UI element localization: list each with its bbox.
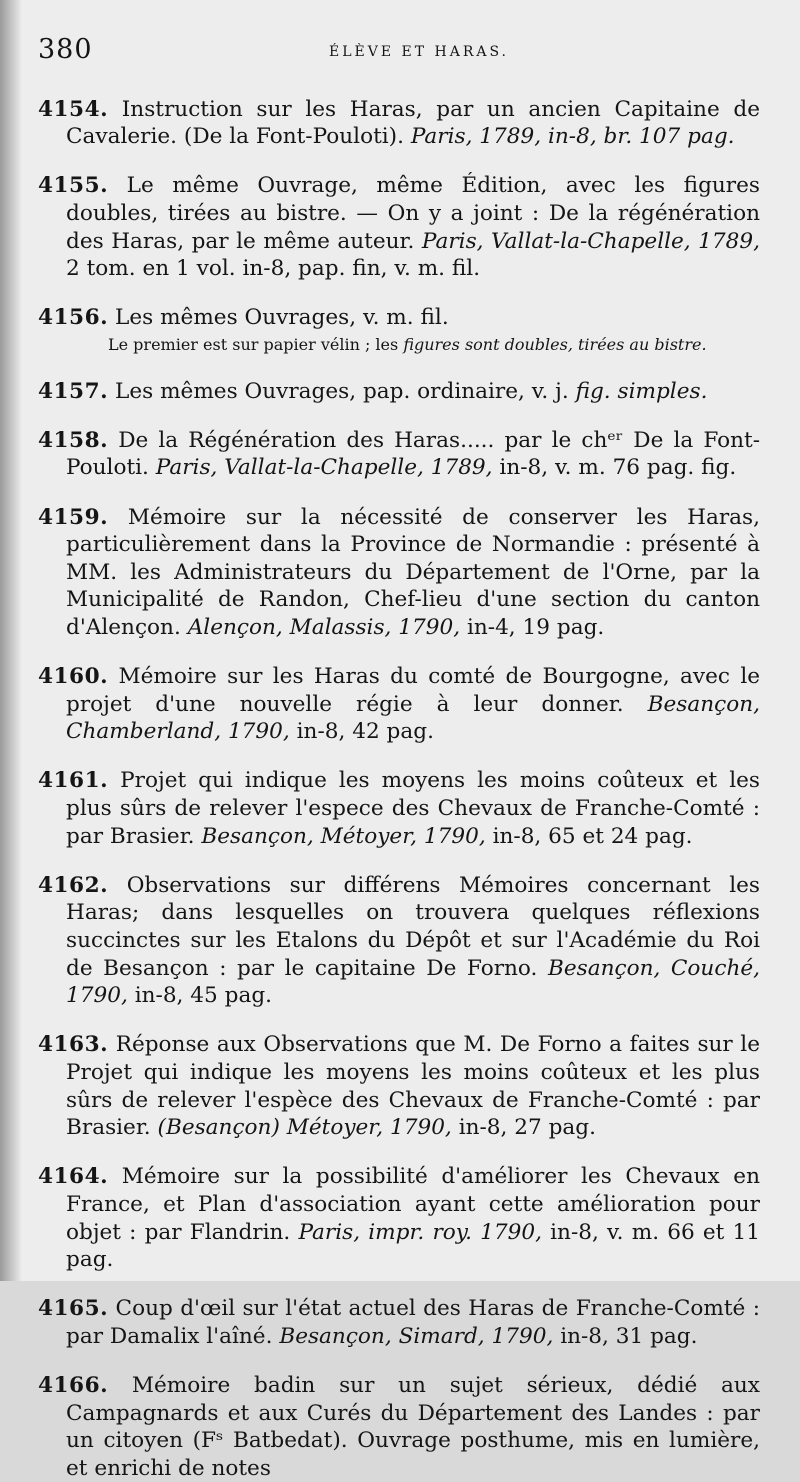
- entry-format: in-4, 19 pag.: [466, 614, 605, 640]
- entry-number: 4162.: [38, 872, 109, 898]
- entry-format: in-8, v. m. 76 pag. fig.: [499, 455, 737, 481]
- entry-publication: fig. simples.: [575, 378, 708, 404]
- note-text: Le premier est sur papier vélin ; les: [108, 334, 404, 354]
- entry-number: 4157.: [38, 378, 109, 404]
- catalog-entry: [38, 378, 760, 406]
- entry-text: Mémoire sur les Haras du comté de Bourgogne, avec le projet d'une nouvelle régie à leur donner.: [66, 664, 761, 717]
- entry-format: in-8, 65 et 24 pag.: [492, 823, 693, 849]
- entry-format: in-8, 42 pag.: [296, 719, 434, 745]
- entry-format: 2 tom. en 1 vol. in-8, pap. fin, v. m. fil.: [66, 256, 481, 282]
- page-gutter-shadow: [0, 0, 22, 1281]
- catalog-entry: [38, 1031, 760, 1141]
- entry-format: in-8, 31 pag.: [560, 1323, 698, 1349]
- entry-publication: Besançon, Chamberland, 1790,: [66, 691, 760, 745]
- entry-number: 4159.: [38, 504, 109, 530]
- catalog-entry: [38, 304, 760, 332]
- entry-text: Le même Ouvrage, même Édition, avec les figures doubles, tirées au bistre. — On y a joint : De la régénération des Haras, par le même auteur.: [66, 173, 760, 254]
- entry-text: Instruction sur les Haras, par un ancien Capitaine de Cavalerie. (De la Font-Pouloti).: [66, 96, 760, 150]
- entry-number: 4163.: [38, 1032, 109, 1058]
- entry-publication: Paris, 1789, in-8, br. 107 pag.: [410, 124, 735, 150]
- entry-text: Observations sur différens Mémoires concernant les Haras; dans lesquelles on trouvera quelques réflexions succinctes sur les Etalons du Dépôt et sur l'Académie du Roi de Besançon : par le capitaine De Forno.: [66, 872, 760, 981]
- catalog-entry: [38, 504, 760, 642]
- entry-text: Réponse aux Observations que M. De Forno a faites sur le Projet qui indique les moyens les moins coûteux et les plus sûrs de relever l'espèce des Chevaux de Franche-Comté : par Brasier.: [66, 1032, 760, 1141]
- catalog-entry: [38, 427, 760, 482]
- entry-number: 4154.: [38, 96, 109, 122]
- entry-publication: Besançon, Métoyer, 1790,: [201, 823, 486, 849]
- entry-publication: Paris, Vallat-la-Chapelle, 1789,: [421, 228, 760, 254]
- catalog-entry: [38, 767, 760, 850]
- entry-number: 4155.: [38, 173, 109, 199]
- entry-number: 4161.: [38, 768, 109, 794]
- entry-number: 4156.: [38, 305, 109, 331]
- entry-publication: Paris, Vallat-la-Chapelle, 1789,: [155, 455, 493, 481]
- entry-publication: Besançon, Simard, 1790,: [279, 1323, 554, 1349]
- entry-publication: Besançon, Couché, 1790,: [66, 955, 760, 1009]
- entry-number: 4160.: [38, 664, 109, 690]
- entry-text: Les mêmes Ouvrages, v. m. fil.: [115, 305, 449, 331]
- entry-text: Mémoire badin sur un sujet sérieux, dédié aux Campagnards et aux Curés du Département des Landes : par un citoyen (Fˢ Batbedat). Ouvrage posthume, mis en lumière, et enrichi de notes: [66, 1373, 760, 1481]
- entry-publication: (Besançon) Métoyer, 1790,: [157, 1115, 452, 1141]
- entry-text: Projet qui indique les moyens les moins coûteux et les plus sûrs de relever l'espece des Chevaux de Franche-Comté : par Brasier.: [66, 768, 760, 849]
- catalog-entry: [38, 1295, 760, 1350]
- note-italic-text: figures sont doubles, tirées au bistre.: [403, 334, 707, 354]
- catalog-entry: [38, 96, 760, 151]
- entry-number: 4158.: [38, 427, 109, 453]
- entry-text: Les mêmes Ouvrages, pap. ordinaire, v. j.: [115, 378, 569, 404]
- entry-number: 4166.: [38, 1373, 109, 1399]
- catalog-entry: [38, 1163, 760, 1273]
- entry-text: De la Régénération des Haras..... par le chᵉʳ De la Font-Pouloti.: [66, 427, 760, 481]
- entry-format: in-8, v. m. 66 et 11 pag.: [66, 1219, 760, 1273]
- entry-text: Coup d'œil sur l'état actuel des Haras de Franche-Comté : par Damalix l'aîné.: [66, 1296, 760, 1349]
- catalog-entries: [38, 96, 760, 1482]
- entry-number: 4164.: [38, 1164, 109, 1190]
- catalog-entry: [38, 1372, 760, 1482]
- catalog-entry: [38, 172, 760, 282]
- entry-format: in-8, 27 pag.: [458, 1115, 596, 1141]
- entry-publication: Paris, impr. roy. 1790,: [298, 1219, 542, 1245]
- entry-format: in-8, 45 pag.: [134, 983, 273, 1009]
- page-number: 380: [38, 34, 93, 65]
- entry-text: Mémoire sur la nécessité de conserver les Haras, particulièrement dans la Province de Normandie : présenté à MM. les Administrateurs du Département de l'Orne, par la Municipalité de Randon, Chef-lieu d'une section du canton d'Alençon.: [66, 504, 760, 640]
- entry-number: 4165.: [38, 1296, 109, 1322]
- catalog-entry: [38, 872, 760, 1010]
- entry-text: Mémoire sur la possibilité d'améliorer les Chevaux en France, et Plan d'association ayant cette amélioration pour objet : par Flandrin.: [66, 1164, 760, 1245]
- page-header: [38, 34, 760, 74]
- entry-note: [38, 334, 760, 356]
- entry-publication: Alençon, Malassis, 1790,: [187, 614, 461, 640]
- running-title: ÉLÈVE ET HARAS.: [328, 44, 510, 60]
- catalog-entry: [38, 663, 760, 746]
